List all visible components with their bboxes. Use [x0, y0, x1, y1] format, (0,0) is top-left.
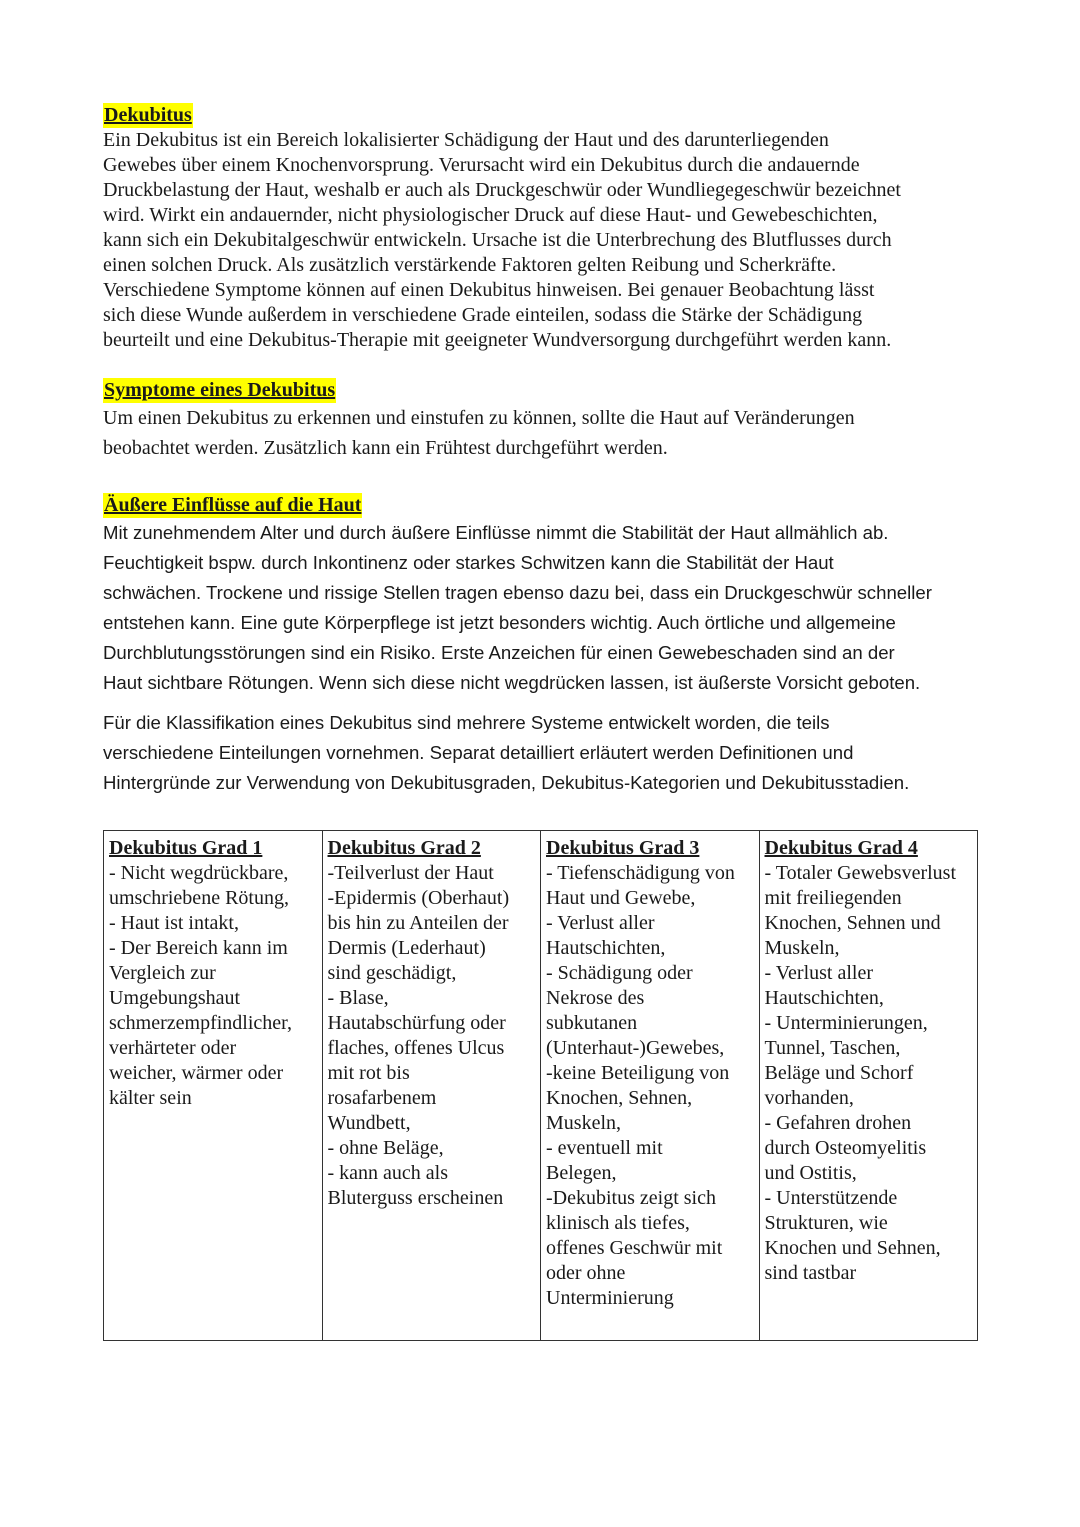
grade-cell-3 — [541, 831, 760, 1341]
section-klassifikation — [103, 708, 978, 798]
heading-symptome: Symptome eines Dekubitus — [104, 379, 336, 401]
grade-title: Dekubitus Grad 1 — [109, 837, 263, 859]
heading-dekubitus: Dekubitus — [104, 104, 192, 126]
grade-cell-2 — [322, 831, 541, 1341]
grade-title: Dekubitus Grad 4 — [764, 837, 918, 859]
heading-aeussere-einfluesse: Äußere Einflüsse auf die Haut — [104, 494, 362, 516]
grade-description: - Nicht wegdrückbare, umschriebene Rötung, - Haut ist intakt, - Der Bereich kann im Vergleich zur Umgebungshaut schmerzempfindlicher, verhärteter oder weicher, wärmer oder kälter sein — [109, 862, 293, 1109]
paragraph-klassifikation: Für die Klassifikation eines Dekubitus sind mehrere Systeme entwickelt worden, die teils verschiedene Einteilungen vornehmen. Separat detailliert erläutert werden Definitionen und Hintergründe zur Verwendung von Dekubitusgraden, Dekubitus-Kategorien und Dekubitusstadien. — [103, 712, 910, 793]
grade-cell-1 — [104, 831, 323, 1341]
grade-description: - Totaler Gewebsverlust mit freiliegenden Knochen, Sehnen und Muskeln, - Verlust aller Hautschichten, - Unterminierungen, Tunnel, Taschen, Beläge und Schorf vorhanden, - Gefahren drohen durch Osteomyelitis und Ostitis, - Unterstützende Strukturen, wie Knochen und Sehnen, sind tastbar — [764, 862, 957, 1284]
grade-description: - Tiefenschädigung von Haut und Gewebe, - Verlust aller Hautschichten, - Schädigung oder Nekrose des subkutanen (Unterhaut-)Gewebes, -keine Beteiligung von Knochen, Sehnen, Muskeln, - eventuell mit Belegen, -Dekubitus zeigt sich klinisch als tiefes, offenes Geschwür mit oder ohne Unterminierung — [546, 862, 735, 1309]
grade-title: Dekubitus Grad 2 — [327, 837, 481, 859]
grade-title: Dekubitus Grad 3 — [546, 837, 700, 859]
paragraph-symptome: Um einen Dekubitus zu erkennen und einstufen zu können, sollte die Haut auf Veränderungen beobachtet werden. Zusätzlich kann ein Frühtest durchgeführt werden. — [103, 407, 855, 459]
paragraph-aeussere-einfluesse: Mit zunehmendem Alter und durch äußere Einflüsse nimmt die Stabilität der Haut allmählich ab. Feuchtigkeit bspw. durch Inkontinenz oder starkes Schwitzen kann die Stabilität der Haut schwächen. Trockene und rissige Stellen tragen ebenso dazu bei, dass ein Druckgeschwür schneller entstehen kann. Eine gute Körperpflege ist jetzt besonders wichtig. Auch örtliche und allgemeine Durchblutungsstörungen sind ein Risiko. Erste Anzeichen für einen Gewebeschaden sind an der Haut sichtbare Rötungen. Wenn sich diese nicht wegdrücken lassen, ist äußerste Vorsicht geboten. — [103, 522, 932, 693]
section-aeussere-einfluesse — [103, 493, 978, 698]
grade-description: -Teilverlust der Haut -Epidermis (Oberhaut) bis hin zu Anteilen der Dermis (Lederhaut) sind geschädigt, - Blase, Hautabschürfung oder flaches, offenes Ulcus mit rot bis rosafarbenem Wundbett, - ohne Beläge, - kann auch als Bluterguss erscheinen — [327, 862, 510, 1209]
section-symptome — [103, 378, 978, 463]
section-dekubitus — [103, 103, 978, 353]
paragraph-dekubitus: Ein Dekubitus ist ein Bereich lokalisierter Schädigung der Haut und des darunterliegenden Gewebes über einem Knochenvorsprung. Verursacht wird ein Dekubitus durch die andauernde Druckbelastung der Haut, weshalb er auch als Druckgeschwür oder Wundliegegeschwür bezeichnet wird. Wirkt ein andauernder, nicht physiologischer Druck auf diese Haut- und Gewebeschichten, kann sich ein Dekubitalgeschwür entwickeln. Ursache ist die Unterbrechung des Blutflusses durch einen solchen Druck. Als zusätzlich verstärkende Faktoren gelten Reibung und Scherkräfte. Verschiedene Symptome können auf einen Dekubitus hinweisen. Bei genauer Beobachtung lässt sich diese Wunde außerdem in verschiedene Grade einteilen, sodass die Stärke der Schädigung beurteilt und eine Dekubitus-Therapie mit geeigneter Wundversorgung durchgeführt werden kann. — [103, 129, 901, 351]
grades-table-row — [104, 831, 978, 1341]
grade-cell-4 — [759, 831, 978, 1341]
grades-table — [103, 830, 978, 1341]
